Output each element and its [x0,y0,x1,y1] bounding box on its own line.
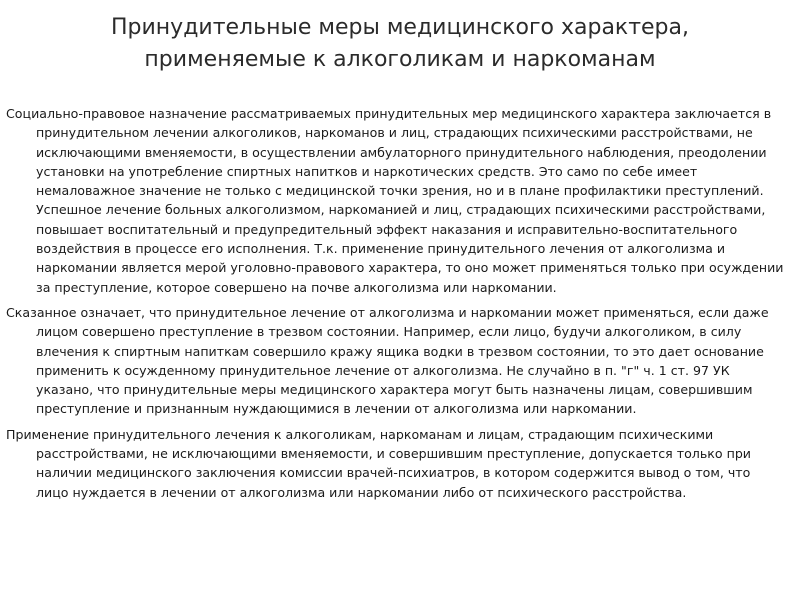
slide-title-line-1: Принудительные меры медицинского характера, [110,15,689,40]
paragraph-purpose: Социально-правовое назначение рассматриваемых принудительных мер медицинского характера заключается в принудительном лечении алкоголиков, наркоманов и лиц, страдающих психическими расстройствами, не исключающими вменяемости, в осуществлении амбулаторного принудительного наблюдения, преодолении установки на употребление спиртных напитков и наркотических средств. Это само по себе имеет немаловажное значение не только с медицинской точки зрения, но и в плане профилактики преступлений. Успешное лечение больных алкоголизмом, наркоманией и лиц, страдающих психическими расстройствами, повышает воспитательный и предупредительный эффект наказания и исправительно-воспитательного воздействия в процессе его исполнения. Т.к. применение принудительного лечения от алкоголизма и наркомании является мерой уголовно-правового характера, то оно может применяться только при осуждении за преступление, которое совершено на почве алкоголизма или наркомании. [6,106,784,295]
slide-body [6,104,786,508]
slide-title-line-2: применяемые к алкоголикам и наркоманам [144,47,656,72]
slide-title [40,12,760,76]
paragraph-sober-state: Сказанное означает, что принудительное лечение от алкоголизма и наркомании может применяться, если даже лицом совершено преступление в трезвом состоянии. Например, если лицо, будучи алкоголиком, в силу влечения к спиртным напиткам совершило кражу ящика водки в трезвом состоянии, то это дает основание применить к осужденному принудительное лечение от алкоголизма. Не случайно в п. "г" ч. 1 ст. 97 УК указано, что принудительные меры медицинского характера могут быть назначены лицам, совершившим преступление и признанным нуждающимися в лечении от алкоголизма или наркомании. [6,304,769,417]
paragraph-medical-conclusion: Применение принудительного лечения к алкоголикам, наркоманам и лицам, страдающим психическими расстройствами, не исключающими вменяемости, и совершившим преступление, допускается только при наличии медицинского заключения комиссии врачей-психиатров, в котором содержится вывод о том, что лицо нуждается в лечении от алкоголизма или наркомании либо от психического расстройства. [6,426,751,500]
